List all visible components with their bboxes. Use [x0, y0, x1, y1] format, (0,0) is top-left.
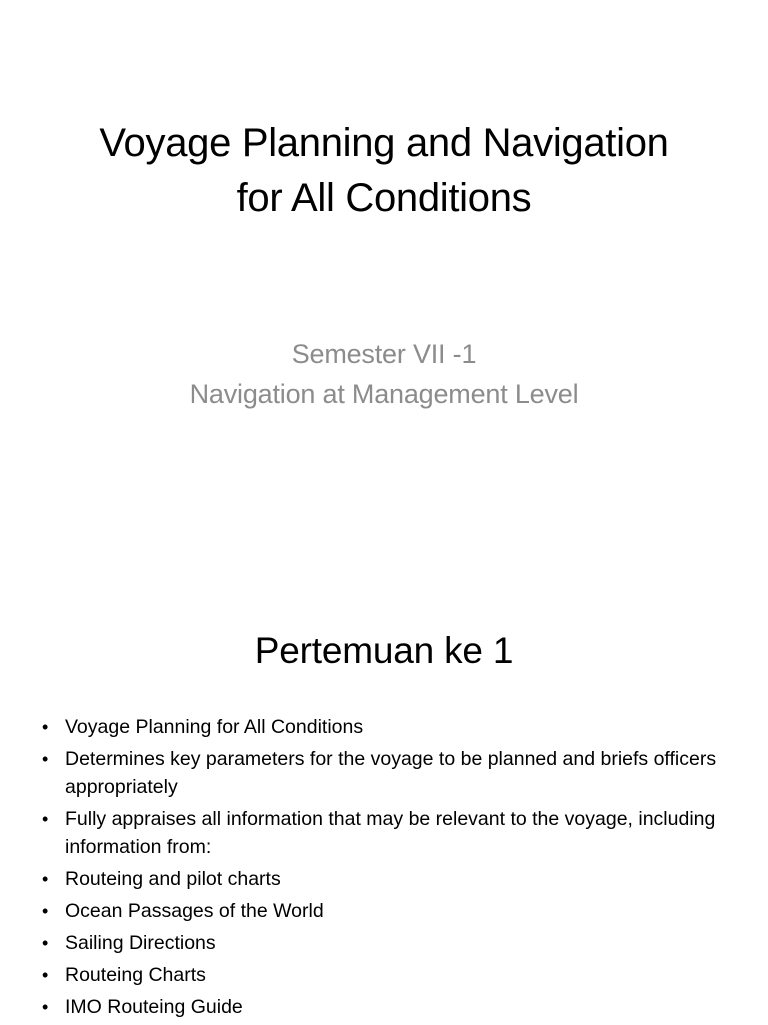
bullet-list [42, 713, 732, 1025]
list-item [42, 929, 732, 957]
list-item-text: IMO Routeing Guide [65, 996, 243, 1018]
content-slide [0, 576, 768, 1024]
subtitle-course: Navigation at Management Level [189, 379, 579, 409]
bullet-icon: • [42, 965, 49, 985]
list-item-text: Routeing and pilot charts [65, 868, 281, 890]
bullet-icon: • [42, 933, 49, 953]
list-item [42, 961, 732, 989]
bullet-icon: • [42, 717, 49, 737]
bullet-icon: • [42, 809, 49, 829]
slide-title-line-1: Voyage Planning and Navigation [99, 121, 669, 165]
slide-title [40, 116, 728, 226]
subtitle-semester: Semester VII -1 [291, 339, 477, 369]
list-item [42, 993, 732, 1021]
list-item-text: Routeing Charts [65, 964, 206, 986]
bullet-icon: • [42, 901, 49, 921]
list-item-text: Sailing Directions [65, 932, 216, 954]
list-item [42, 897, 732, 925]
list-item [42, 805, 732, 861]
list-item-text: Voyage Planning for All Conditions [65, 716, 364, 738]
list-item-text: Fully appraises all information that may be relevant to the voyage, including information from: [65, 808, 716, 858]
bullet-icon: • [42, 997, 49, 1017]
bullet-icon: • [42, 749, 49, 769]
list-item [42, 713, 732, 741]
list-item [42, 865, 732, 893]
list-item [42, 745, 732, 801]
slide-subtitle [40, 334, 728, 414]
list-item-text: Ocean Passages of the World [65, 900, 324, 922]
list-item-text: Determines key parameters for the voyage to be planned and briefs officers appropriately [65, 748, 717, 798]
bullet-icon: • [42, 869, 49, 889]
slide-heading: Pertemuan ke 1 [254, 630, 514, 671]
slide-title-line-2: for All Conditions [236, 176, 532, 220]
